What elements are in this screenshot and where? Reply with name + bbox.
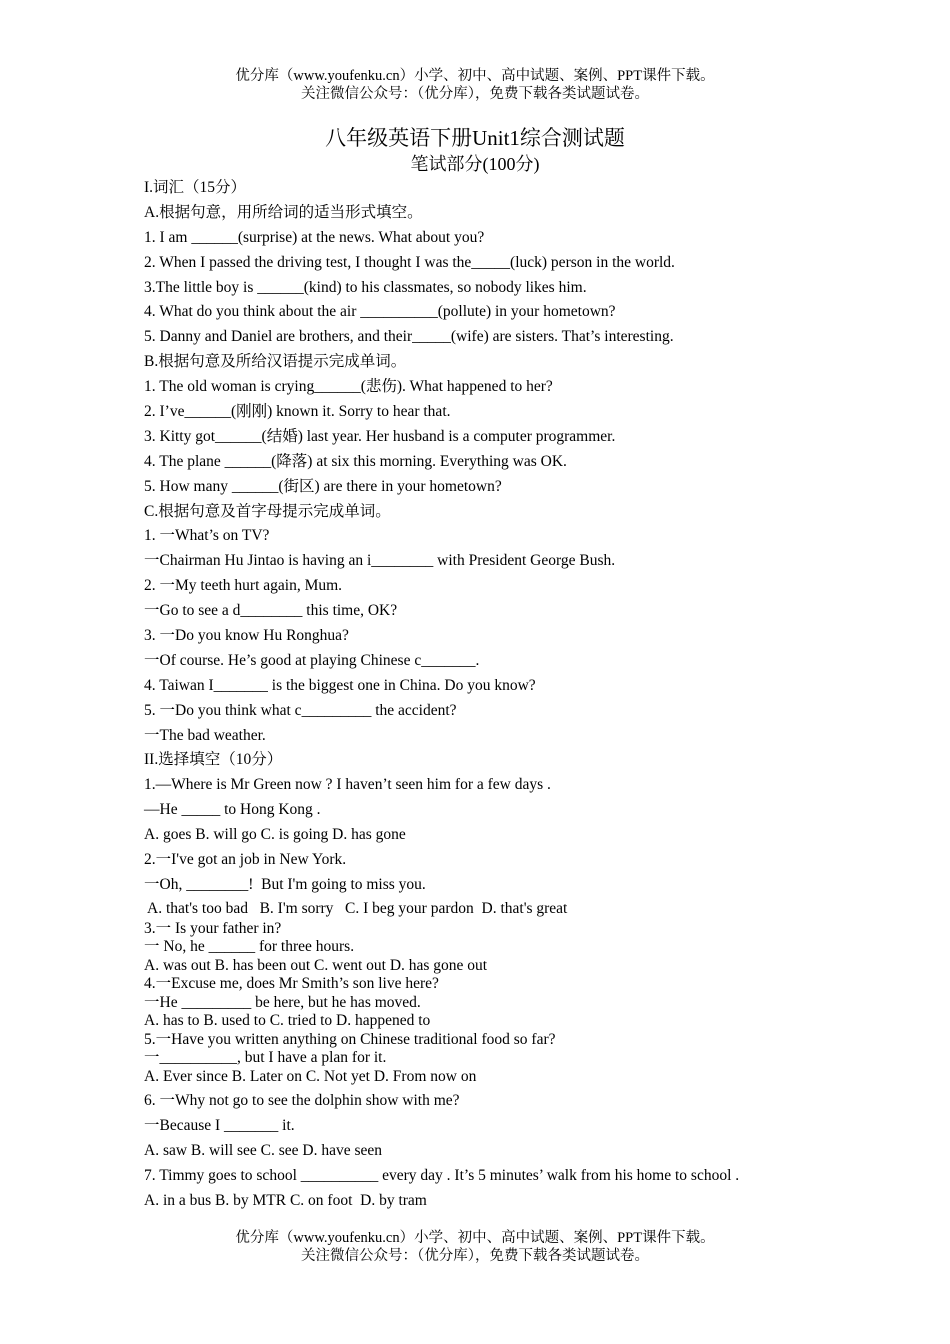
- question-line: 2. When I passed the driving test, I thought I was the_____(luck) person in the world.: [144, 253, 675, 271]
- question-line: 4. What do you think about the air __________(pollute) in your hometown?: [144, 303, 616, 321]
- question-line: 3. 一Do you know Hu Ronghua?: [144, 627, 349, 645]
- exam-subtitle: 笔试部分(100分): [410, 154, 540, 174]
- question-line: 2. I’ve______(刚刚) known it. Sorry to hear that.: [144, 403, 451, 421]
- part-c-instruction: C.根据句意及首字母提示完成单词。: [144, 502, 391, 520]
- question-line: 2. 一My teeth hurt again, Mum.: [144, 577, 343, 595]
- question-line: 一The bad weather.: [144, 726, 266, 744]
- question-line: 一Of course. He’s good at playing Chinese c_______.: [144, 651, 480, 669]
- answer-options: A. was out B. has been out C. went out D. has gone out: [144, 956, 488, 974]
- question-line: 一Oh, ________! But I'm going to miss you.: [144, 875, 426, 893]
- answer-options: A. has to B. used to C. tried to D. happened to: [144, 1012, 431, 1030]
- answer-options: A. Ever since B. Later on C. Not yet D. From now on: [144, 1067, 477, 1085]
- question-line: —He _____ to Hong Kong .: [144, 801, 321, 819]
- page-header: [0, 67, 950, 103]
- question-line: 5. Danny and Daniel are brothers, and their_____(wife) are sisters. That’s interesting.: [144, 328, 674, 346]
- header-line-2: 关注微信公众号：（优分库），免费下载各类试题试卷。: [301, 86, 649, 102]
- question-line: 1. I am ______(surprise) at the news. What about you?: [144, 228, 485, 246]
- question-line: 4. Taiwan I_______ is the biggest one in China. Do you know?: [144, 676, 536, 694]
- answer-options: A. saw B. will see C. see D. have seen: [144, 1142, 383, 1160]
- question-line: 一 No, he ______ for three hours.: [144, 938, 355, 956]
- part-a-instruction: A.根据句意，用所给词的适当形式填空。: [144, 203, 423, 221]
- question-line: 4. The plane ______(降落) at six this morning. Everything was OK.: [144, 452, 567, 470]
- question-line: 一Chairman Hu Jintao is having an i________ with President George Bush.: [144, 552, 616, 570]
- question-line: 1.—Where is Mr Green now ? I haven’t seen him for a few days .: [144, 776, 551, 794]
- question-line: 5.一Have you written anything on Chinese traditional food so far?: [144, 1030, 556, 1048]
- section-heading-vocabulary: I.词汇（15分）: [144, 179, 247, 196]
- footer-line-1: 优分库（www.youfenku.cn）小学、初中、高中试题、案例、PPT课件下载。: [235, 1230, 715, 1246]
- exam-title: 八年级英语下册Unit1综合测试题: [325, 126, 625, 150]
- question-line: 6. 一Why not go to see the dolphin show with me?: [144, 1092, 460, 1110]
- question-line: 3. Kitty got______(结婚) last year. Her husband is a computer programmer.: [144, 427, 616, 445]
- question-line: 7. Timmy goes to school __________ every day . It’s 5 minutes’ walk from his home to school .: [144, 1167, 740, 1184]
- question-line: 2.一I've got an job in New York.: [144, 851, 347, 869]
- section-heading-multiple-choice: II.选择填空（10分）: [144, 751, 283, 769]
- answer-options: A. that's too bad B. I'm sorry C. I beg your pardon D. that's great: [144, 899, 568, 917]
- question-line: 4.一Excuse me, does Mr Smith’s son live here?: [144, 975, 439, 993]
- part-b-instruction: B.根据句意及所给汉语提示完成单词。: [144, 353, 407, 371]
- answer-options: A. goes B. will go C. is going D. has gone: [144, 826, 406, 844]
- question-line: 一He _________ be here, but he has moved.: [144, 993, 421, 1011]
- question-line: 1. 一What’s on TV?: [144, 527, 270, 545]
- question-line: 一Because I _______ it.: [144, 1117, 295, 1135]
- header-line-1: 优分库（www.youfenku.cn）小学、初中、高中试题、案例、PPT课件下载。: [235, 68, 715, 84]
- page-footer: [0, 1229, 950, 1265]
- question-line: 5. 一Do you think what c_________ the accident?: [144, 701, 457, 719]
- question-line: 一Go to see a d________ this time, OK?: [144, 602, 398, 620]
- question-line: 一__________, but I have a plan for it.: [144, 1049, 387, 1067]
- footer-line-2: 关注微信公众号：（优分库），免费下载各类试题试卷。: [301, 1248, 649, 1264]
- question-line: 5. How many ______(街区) are there in your hometown?: [144, 477, 502, 495]
- exam-content: [144, 176, 924, 1214]
- question-line: 1. The old woman is crying______(悲伤). What happened to her?: [144, 378, 553, 396]
- question-line: 3.The little boy is ______(kind) to his classmates, so nobody likes him.: [144, 278, 587, 296]
- question-line: 3.一 Is your father in?: [144, 919, 282, 937]
- answer-options: A. in a bus B. by MTR C. on foot D. by tram: [144, 1191, 427, 1209]
